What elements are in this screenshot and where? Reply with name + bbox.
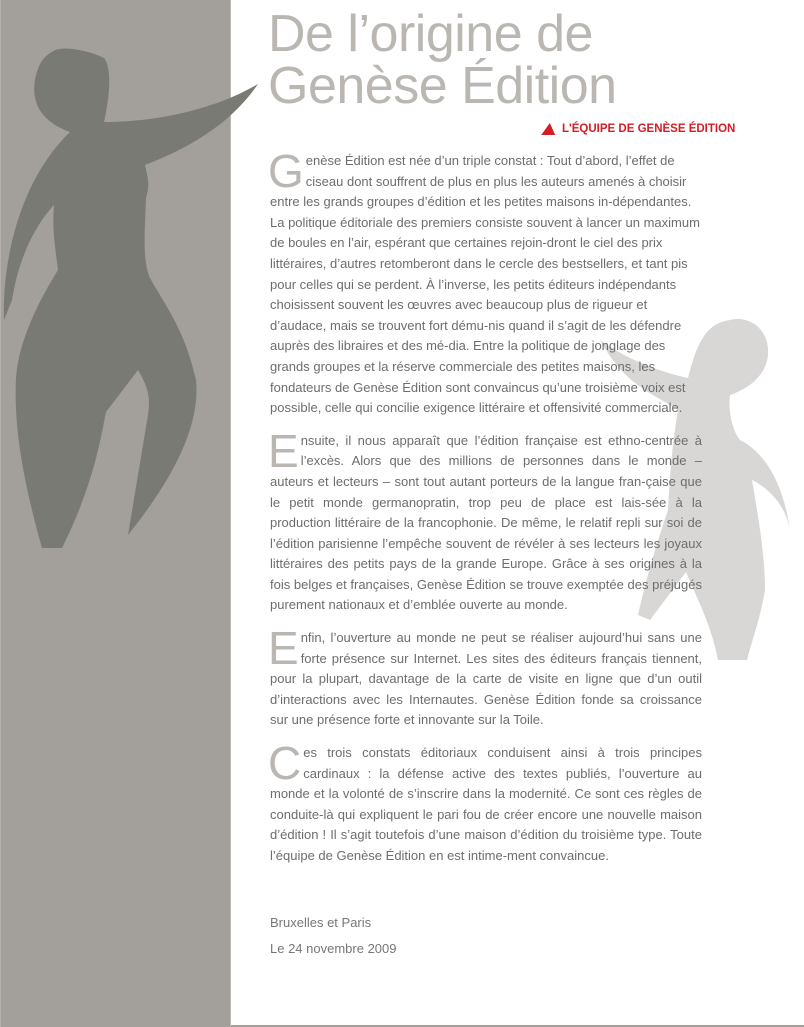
dropcap: E — [268, 424, 299, 477]
author-byline — [542, 123, 735, 135]
paragraph-text: nfin, l’ouverture au monde ne peut se réaliser aujourd’hui sans une forte présence sur Internet. Les sites des éditeurs français tiennent, pour la plupart, davantage de la carte de visite en ligne que d’un outil d’interactions avec les Internautes. Genèse Édition fonde sa croissance sur une présence forte et innovante sur la Toile. — [270, 630, 702, 728]
red-triangle-icon — [541, 123, 557, 135]
title-line-2: Genèse Édition — [268, 57, 617, 115]
author-label: L'ÉQUIPE DE GENÈSE ÉDITION — [562, 123, 736, 135]
page-title — [268, 5, 617, 115]
dropcap: C — [268, 737, 302, 790]
title-line-1: De l’origine de — [268, 5, 593, 63]
paragraph-1 — [268, 145, 702, 419]
paragraph-text: enèse Édition est née d’un triple constat : Tout d’abord, l’effet de ciseau dont souffrent de plus en plus les auteurs amenés à choisir entre les grands groupes d’édition et les petites maisons in-dépendantes. La politique éditoriale des premiers consiste souvent à lancer un maximum de boules en l’air, espérant que certaines rejoin-dront le ciel des prix littéraires, d’autres retomberont dans le cercle des bestsellers, et tant pis pour celles qui se perdent. À l’inverse, les petits éditeurs indépendants choisissent souvent les œuvres avec beaucoup plus de rigueur et d’audace, mais se trouvent fort dému-nis quand il s’agit de les défendre auprès des libraires et des mé-dia. Entre la politique de jonglage des grands groupes et la réserve commerciale des petites maisons, les fondateurs de Genèse Édition sont convaincus qu’une troisième voix est possible, celle qui concilie exigence littéraire et offensivité commerciale. — [270, 153, 700, 416]
dropcap: G — [268, 145, 304, 197]
article-body — [268, 145, 702, 879]
signature-block — [270, 913, 396, 965]
paragraph-2 — [268, 424, 702, 616]
paragraph-text: nsuite, il nous apparaît que l’édition française est ethno-centrée à l’excès. Alors que des millions de personnes dans le monde – auteurs et lecteurs – sont tout autant porteurs de la langue fran-çaise que le petit monde germanopratin, trop peu de place est lais-sée à la production littéraire de la francophonie. De même, le relatif repli sur soi de l’édition parisienne l’empêche souvent de révéler à ses lecteurs les joyaux littéraires des petits pays de la grande Europe. Grâce à ses origines à la fois belges et françaises, Genèse Édition se trouve exemptée des préjugés purement nationaux et d’emblée ouverte au monde. — [270, 432, 702, 613]
signature-date: Le 24 novembre 2009 — [270, 941, 397, 956]
dancing-figure-dark-icon — [0, 0, 270, 560]
paragraph-4 — [268, 737, 702, 867]
paragraph-text: es trois constats éditoriaux conduisent ainsi à trois principes cardinaux : la défense active des textes publiés, l’ouverture au monde et la volonté de s’inscrire dans la modernité. Ce sont ces règles de conduite-là qui expliquent le pari fou de créer encore une nouvelle maison d’édition ! Il s’agit toutefois d’une maison d’édition du troisième type. Toute l’équipe de Genèse Édition en est intime-ment convaincue. — [270, 745, 702, 863]
paragraph-3 — [268, 622, 702, 731]
signature-place: Bruxelles et Paris — [270, 915, 372, 930]
dropcap: E — [268, 622, 299, 675]
